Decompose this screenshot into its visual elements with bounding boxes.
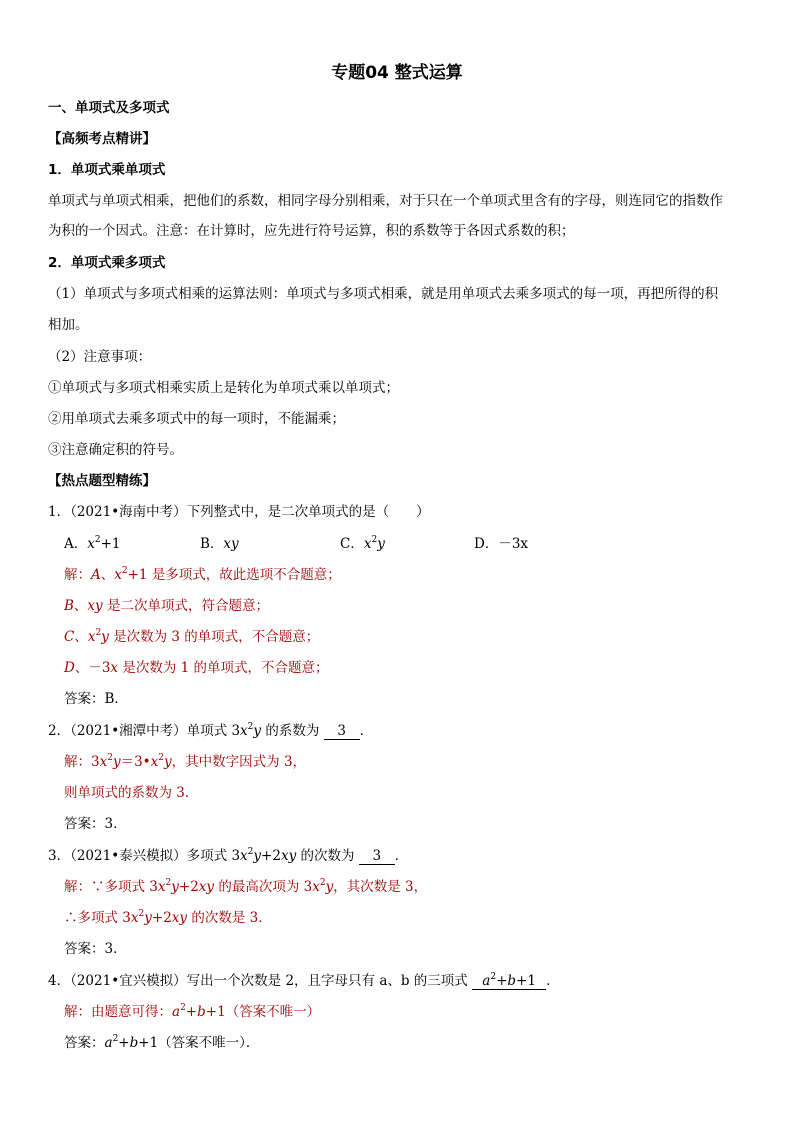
note-header: （2）注意事项： xyxy=(48,349,152,365)
keypoint-1-text: 为积的一个因式。注意：在计算时，应先进行符号运算，积的系数等于各因式系数的积； xyxy=(48,223,575,239)
practice-header: 【热点题型精练】 xyxy=(48,473,156,489)
answer-blank: 3 xyxy=(359,849,395,865)
solution-line: 则单项式的系数为 3． xyxy=(64,785,199,801)
keypoint-2-text: （1）单项式与多项式相乘的运算法则：单项式与多项式相乘，就是用单项式去乘多项式的每一项，再把所得的积 xyxy=(48,286,719,302)
option-c: C．$x^2y$ xyxy=(340,535,385,552)
keypoints-header: 【高频考点精讲】 xyxy=(48,131,156,147)
note-item: ③注意确定积的符号。 xyxy=(48,442,183,458)
answer-blank: 3 xyxy=(324,724,360,740)
question-4-stem: 4．（2021•宜兴模拟）写出一个次数是 2，且字母只有 a、b 的三项式 $a^2+b+1$ ． xyxy=(48,972,560,989)
answer-line: 答案：3． xyxy=(64,941,127,957)
answer-line: 答案：$a^2+b+1$（答案不唯一）． xyxy=(64,1034,260,1051)
answer-line: 答案：B． xyxy=(64,691,128,707)
section-heading: 一、单项式及多项式 xyxy=(48,100,170,116)
solution-line: 解：A、$x^2+1$ 是多项式，故此选项不合题意； xyxy=(64,566,341,583)
page-title: 专题04 整式运算 xyxy=(331,63,463,83)
keypoint-1-text: 单项式与单项式相乘，把他们的系数，相同字母分别相乘，对于只在一个单项式里含有的字母，则连同它的指数作 xyxy=(48,193,723,209)
answer-line: 答案：3． xyxy=(64,816,127,832)
solution-line: C、$x^2y$ 是次数为 3 的单项式，不合题意； xyxy=(64,628,320,645)
note-item: ①单项式与多项式相乘实质上是转化为单项式乘以单项式； xyxy=(48,380,399,396)
answer-blank: $a^2+b+1$ xyxy=(472,974,546,990)
solution-line: 解：由题意可得：$a^2+b+1$（答案不唯一） xyxy=(64,1003,321,1020)
question-1-stem: 1．（2021•海南中考）下列整式中，是二次单项式的是（ ） xyxy=(48,504,430,520)
solution-line: 解：∵多项式 $3x^2y+2xy$ 的最高次项为 $3x^2y$，其次数是 3， xyxy=(64,878,428,895)
keypoint-2-text: 相加。 xyxy=(48,317,89,333)
note-item: ②用单项式去乘多项式中的每一项时，不能漏乘； xyxy=(48,411,345,427)
solution-line: D、－3x 是次数为 1 的单项式，不合题意； xyxy=(64,660,329,676)
option-d: D．－3x xyxy=(474,536,529,552)
keypoint-1-title: 1．单项式乘单项式 xyxy=(48,162,166,178)
keypoint-2-title: 2．单项式乘多项式 xyxy=(48,255,166,271)
solution-line: 解：$3x^2y=3•x^2y$，其中数字因式为 3， xyxy=(64,753,307,770)
question-2-stem: 2．（2021•湘潭中考）单项式 $3x^2y$ 的系数为 3 ． xyxy=(48,722,374,739)
solution-line: B、xy 是二次单项式，符合题意； xyxy=(64,598,269,614)
solution-line: ∴多项式 $3x^2y+2xy$ 的次数是 3． xyxy=(64,909,272,926)
option-a: A．$x^2+1$ xyxy=(64,535,121,552)
question-3-stem: 3．（2021•泰兴模拟）多项式 $3x^2y+2xy$ 的次数为 3 ． xyxy=(48,847,409,864)
option-b: B．xy xyxy=(200,536,239,552)
